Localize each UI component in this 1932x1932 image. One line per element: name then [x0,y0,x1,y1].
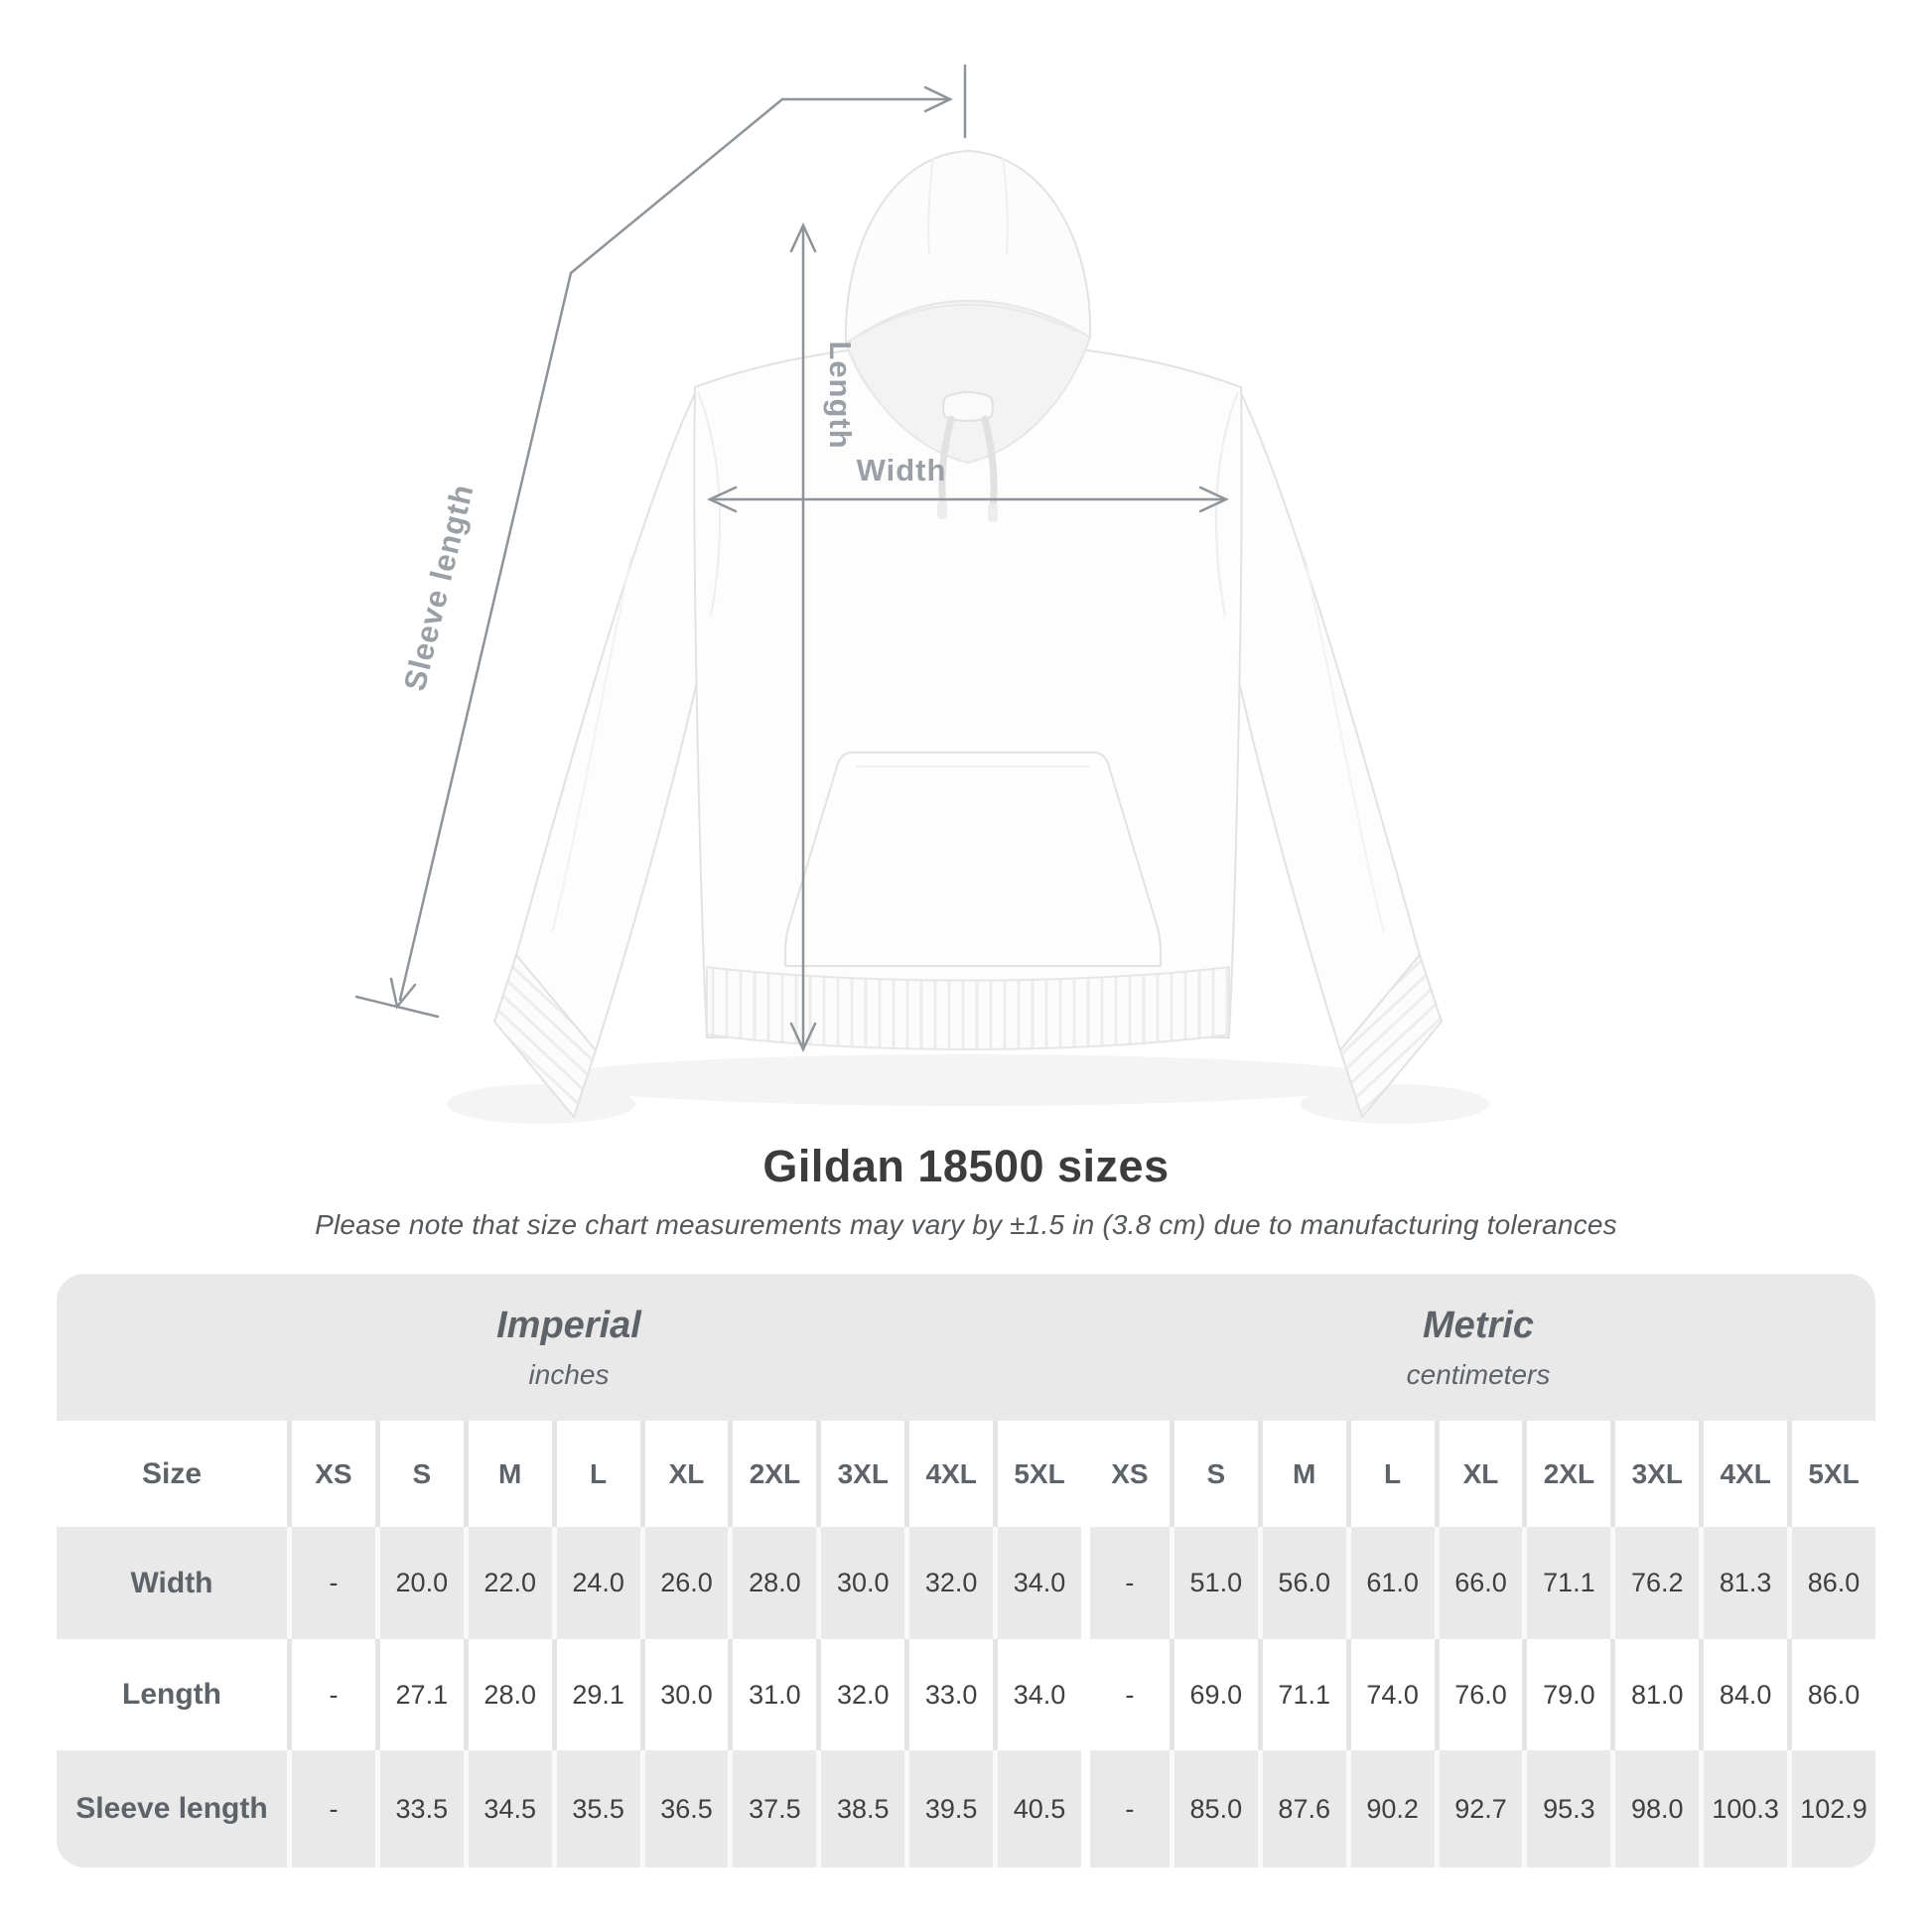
measurement-value-cell: 33.0 [904,1639,993,1750]
measurement-value-cell: 40.5 [993,1750,1081,1867]
measurement-value-cell: 100.3 [1699,1750,1787,1867]
measurement-value-cell: 31.0 [728,1639,816,1750]
size-column-header: XL [640,1421,729,1527]
measurement-value-cell: 35.5 [552,1750,640,1867]
imperial-group-title: Imperial [496,1304,641,1346]
measurement-value-cell: 71.1 [1258,1639,1346,1750]
measurement-value-cell: - [1081,1639,1170,1750]
measurement-value-cell: - [287,1750,375,1867]
size-table [57,1274,1875,1867]
measurement-row-label: Sleeve length [75,1792,268,1825]
measurement-value-cell: - [287,1639,375,1750]
measurement-row-label: Width [130,1566,213,1599]
measurement-value-cell: 29.1 [552,1639,640,1750]
measurement-value-cell: 81.3 [1699,1527,1787,1639]
size-column-header: L [552,1421,640,1527]
measurement-value-cell: 81.0 [1610,1639,1699,1750]
measurement-value-cell: 61.0 [1346,1527,1435,1639]
measurement-value-cell: 39.5 [904,1750,993,1867]
measurement-value-cell: 30.0 [816,1527,904,1639]
size-column-header: 2XL [1522,1421,1610,1527]
measurement-value-cell: - [1081,1527,1170,1639]
hoodie-shadow [447,1054,1489,1124]
size-column-header: 4XL [904,1421,993,1527]
measurement-value-cell: 92.7 [1435,1750,1523,1867]
measurement-value-cell: 85.0 [1170,1750,1258,1867]
measurement-value-cell: 34.0 [993,1527,1081,1639]
measurement-value-cell: 86.0 [1787,1527,1875,1639]
measurement-value-cell: 79.0 [1522,1639,1610,1750]
measurement-row [57,1750,1875,1867]
measurement-value-cell: 33.5 [375,1750,464,1867]
measurement-value-cell: 24.0 [552,1527,640,1639]
size-column-header: 3XL [816,1421,904,1527]
measurement-value-cell: 90.2 [1346,1750,1435,1867]
measurement-value-cell: 22.0 [464,1527,552,1639]
measurement-value-cell: 28.0 [464,1639,552,1750]
measurement-value-cell: 84.0 [1699,1639,1787,1750]
size-column-header: 2XL [728,1421,816,1527]
metric-group-header [1081,1274,1875,1421]
measurement-value-cell: 37.5 [728,1750,816,1867]
size-table-rows [57,1421,1875,1867]
page-subtitle: Please note that size chart measurements may vary by ±1.5 in (3.8 cm) due to manufacturing tolerances [315,1208,1617,1240]
measurement-value-cell: 71.1 [1522,1527,1610,1639]
size-column-header: 5XL [1787,1421,1875,1527]
measurement-value-cell: 74.0 [1346,1639,1435,1750]
length-label: Length [823,341,858,450]
size-column-header: XS [1081,1421,1170,1527]
measurement-row [57,1527,1875,1639]
size-column-header: 5XL [993,1421,1081,1527]
size-column-header: S [1170,1421,1258,1527]
measurement-value-cell: 36.5 [640,1750,729,1867]
size-column-header: XS [287,1421,375,1527]
measurement-value-cell: 38.5 [816,1750,904,1867]
hoodie-right-sleeve [1225,389,1420,1050]
measurement-value-cell: 30.0 [640,1639,729,1750]
measurement-value-cell: 69.0 [1170,1639,1258,1750]
measurement-value-cell: 34.0 [993,1639,1081,1750]
measurement-value-cell: 87.6 [1258,1750,1346,1867]
size-column-header: L [1346,1421,1435,1527]
hoodie-left-sleeve [516,389,711,1050]
imperial-group-unit: inches [528,1358,610,1390]
size-column-header: XL [1435,1421,1523,1527]
size-column-header: M [464,1421,552,1527]
measurement-value-cell: 20.0 [375,1527,464,1639]
size-column-header: S [375,1421,464,1527]
measurement-value-cell: 66.0 [1435,1527,1523,1639]
hoodie-graphic [494,151,1442,1117]
metric-group-title: Metric [1423,1304,1534,1346]
measurement-value-cell: 27.1 [375,1639,464,1750]
measurement-value-cell: 95.3 [1522,1750,1610,1867]
measurement-value-cell: 76.2 [1610,1527,1699,1639]
measurement-value-cell: 28.0 [728,1527,816,1639]
measurement-value-cell: 26.0 [640,1527,729,1639]
measurement-value-cell: 51.0 [1170,1527,1258,1639]
measurement-value-cell: 98.0 [1610,1750,1699,1867]
table-header-band [57,1274,1875,1421]
hoodie-pocket [785,753,1161,966]
measurement-value-cell: 102.9 [1787,1750,1875,1867]
sleeve-length-label: Sleeve length [396,480,481,695]
measurement-value-cell: 32.0 [816,1639,904,1750]
size-corner-label: Size [141,1456,203,1490]
measurement-value-cell: 86.0 [1787,1639,1875,1750]
metric-group-unit: centimeters [1406,1358,1551,1390]
imperial-group-header [57,1274,1081,1421]
size-header-row [57,1421,1875,1527]
size-column-header: 3XL [1610,1421,1699,1527]
size-column-header: 4XL [1699,1421,1787,1527]
measurement-value-cell: 76.0 [1435,1639,1523,1750]
caption-block [0,1142,1932,1241]
measurement-value-cell: 56.0 [1258,1527,1346,1639]
page-title: Gildan 18500 sizes [762,1141,1170,1191]
measurement-value-cell: 34.5 [464,1750,552,1867]
size-column-header: M [1258,1421,1346,1527]
width-label: Width [856,453,947,487]
measurement-value-cell: 32.0 [904,1527,993,1639]
measurement-value-cell: - [1081,1750,1170,1867]
measurement-row-label: Length [122,1678,221,1711]
measurement-value-cell: - [287,1527,375,1639]
measurement-row [57,1639,1875,1750]
